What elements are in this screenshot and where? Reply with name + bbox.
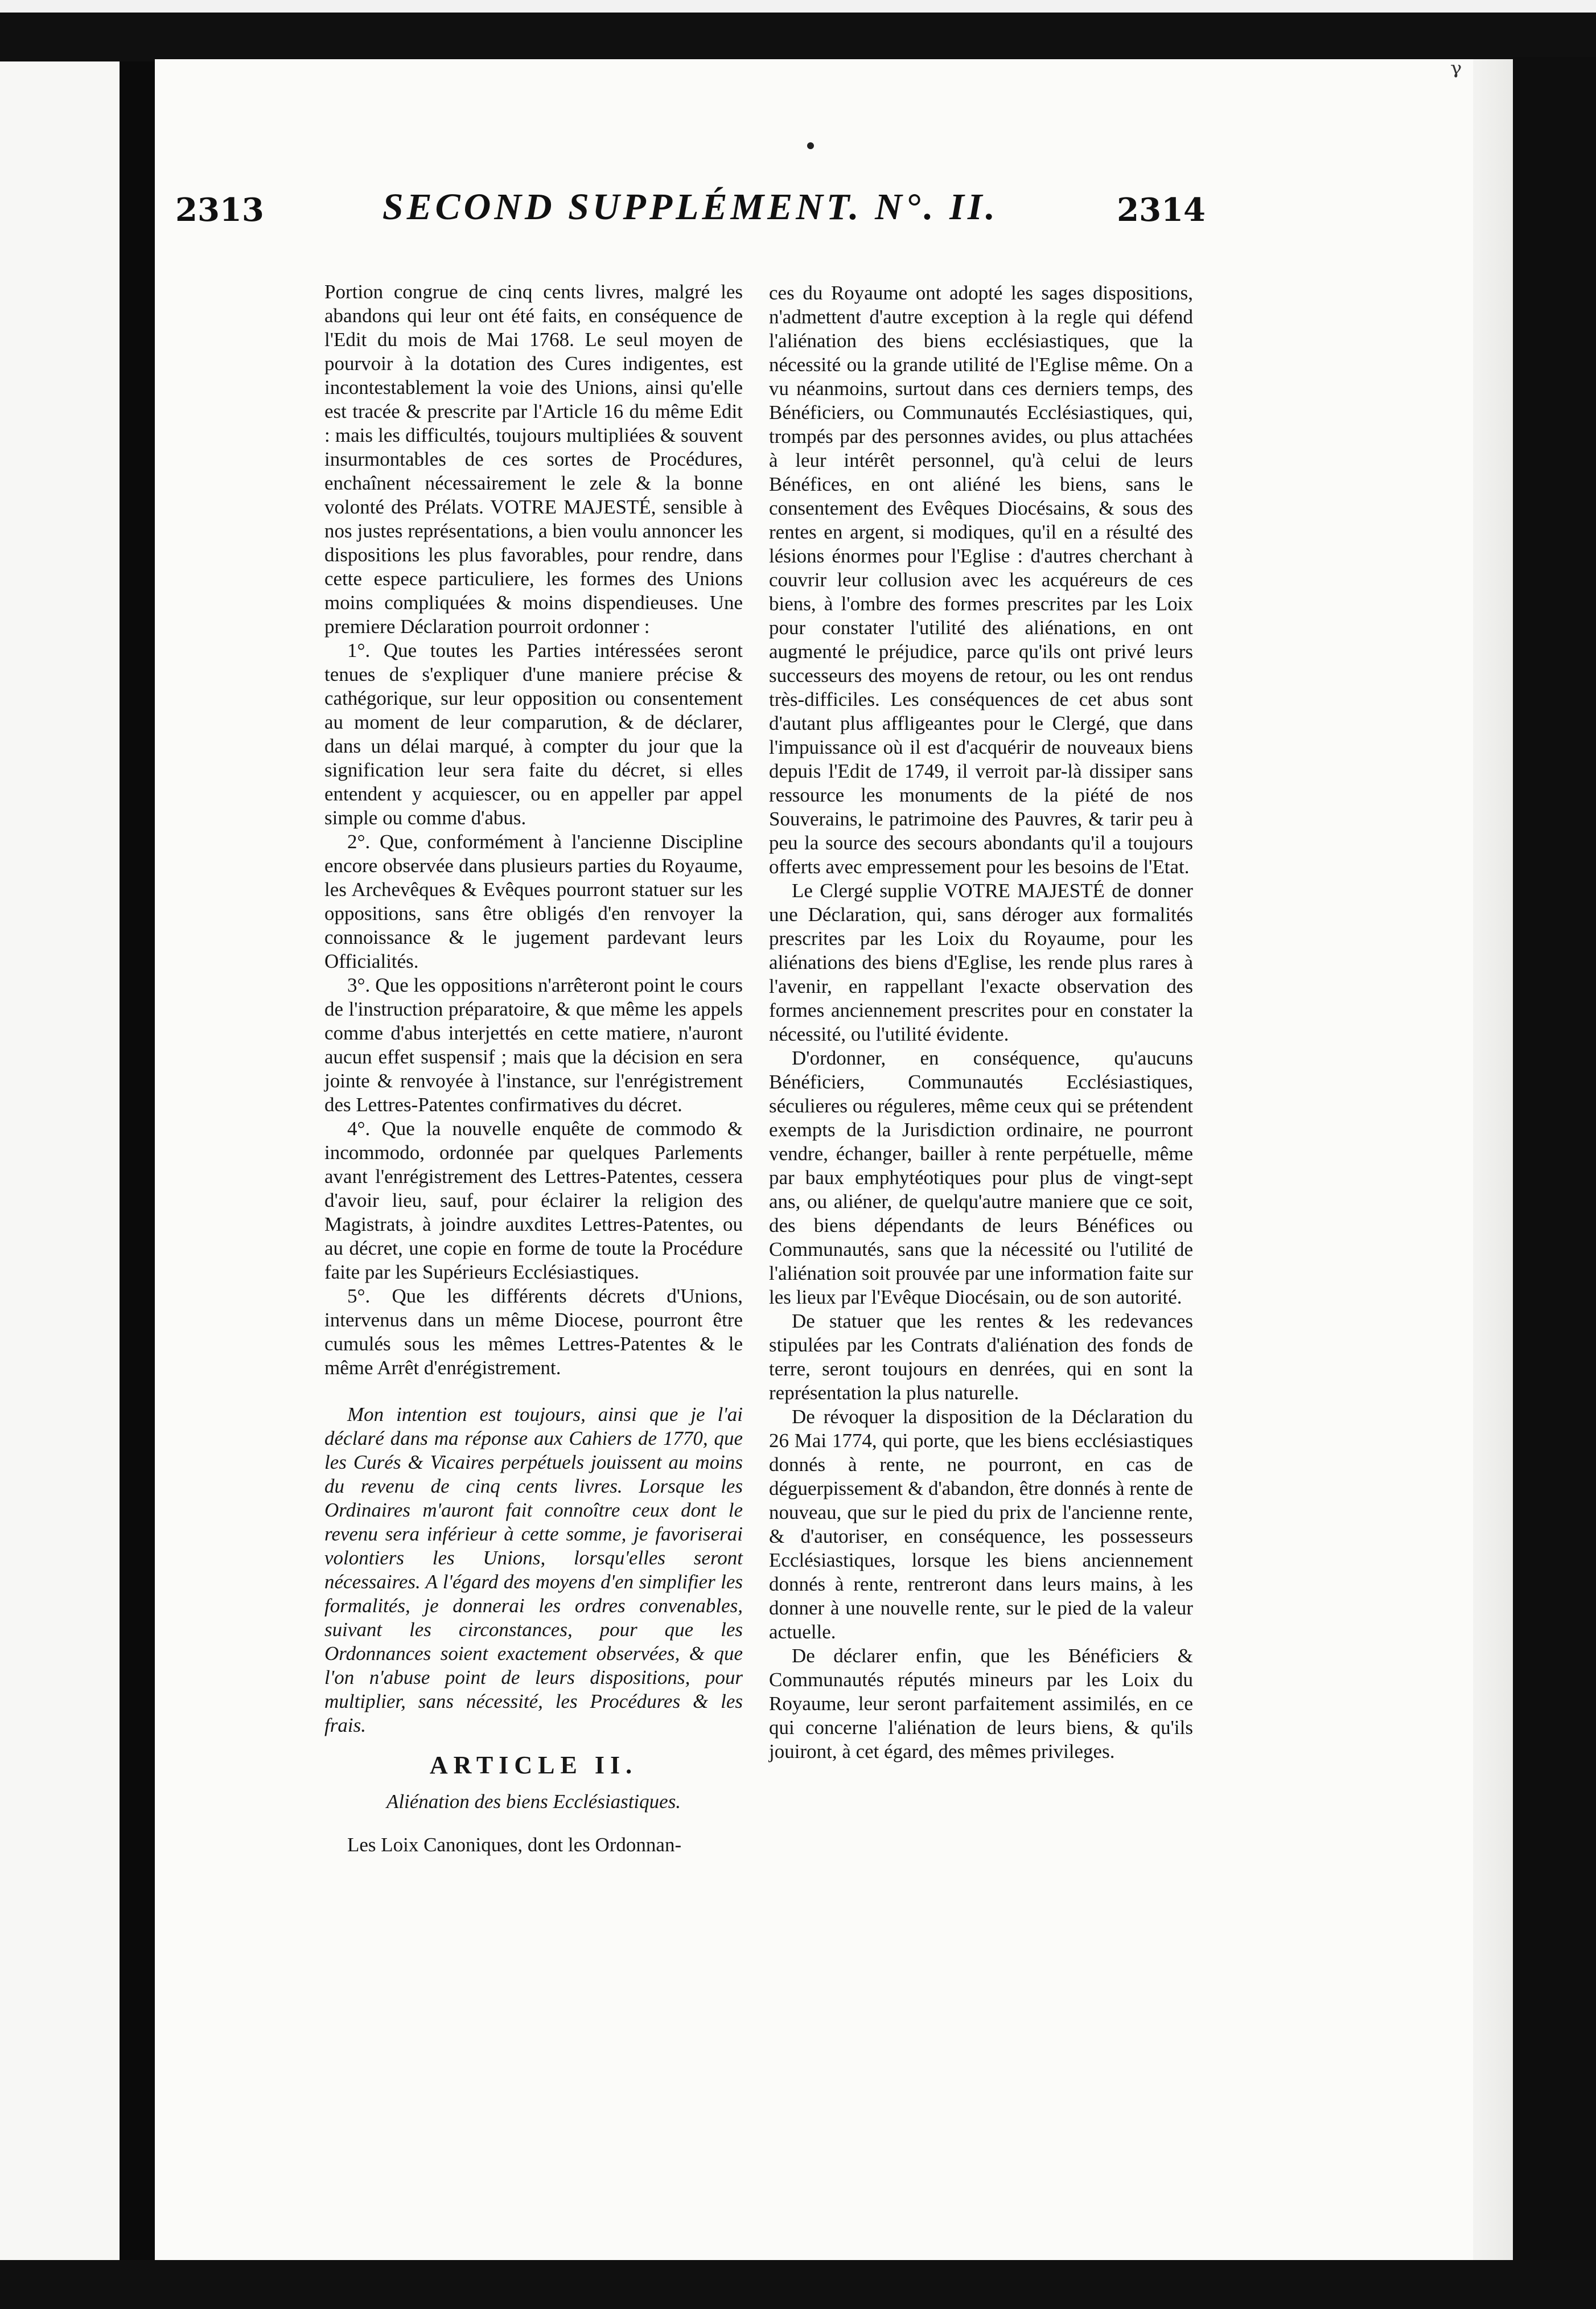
paragraph-dotation: Portion congrue de cinq cents livres, malgré les abandons qui leur ont été faits, en conséquence de l'Edit du mois de Mai 1768. Le seul moyen de pourvoir à la dotation des Cures indigentes, est incontestablement la voie des Unions, ainsi qu'elle est tracée & prescrite par l'Article 16 du même Edit : mais les difficultés, toujours multipliées & souvent insurmontables de ces sortes de Procédures, enchaînent nécessairement le zele & la bonne volonté des Prélats. VOTRE MAJESTÉ, sensible à nos justes représentations, a bien voulu annoncer les dispositions les plus favorables, pour rendre, dans cette espece particuliere, les formes des Unions moins compliquées & moins dispendieuses. Une premiere Déclaration pourroit ordonner : [324,281,743,638]
page-number-left: 2313 [175,191,264,229]
article-point-5: 5°. Que les différents décrets d'Unions, intervenus dans un même Diocese, pourront être cumulés sous les mêmes Lettres-Patentes & le même Arrêt d'enrégistrement. [324,1285,743,1379]
book-gutter [120,61,155,2260]
running-title: SECOND SUPPLÉMENT. N°. II. [382,186,999,228]
royal-reply: Mon intention est toujours, ainsi que je l'ai déclaré dans ma réponse aux Cahiers de 1770, que les Curés & Vicaires perpétuels jouissent au moins du revenu de cinq cents livres. Lorsque les Ordinaires m'auront fait connoître ceux dont le revenu sera inférieur à cette somme, je favoriserai volontiers les Unions, lorsqu'elles seront nécessaires. A l'égard des moyens d'en simplifier les formalités, je donnerai les ordres convenables, suivant les circonstances, pour que les Ordonnances soient exactement observées, & que l'on n'abuse point de leurs dispositions, pour multiplier, sans nécessité, les Procédures & les frais. [324,1403,743,1736]
article-opening-line: Les Loix Canoniques, dont les Ordonnan- [347,1834,682,1856]
page-fold-shadow [1473,59,1513,2260]
paragraph-ordonner: D'ordonner, en conséquence, qu'aucuns Bénéficiers, Communautés Ecclésiastiques, séculieres ou réguleres, même ceux qui se prétendent exempts de la Jurisdiction ordinaire, ne pourront vendre, échanger, bailler à rente perpétuelle, même par baux emphytéotiques pour plus de vingt-sept ans, ou aliéner, de quelqu'autre maniere que ce soit, des biens dépendants de leurs Bénéfices ou Communautés, sans que la nécessité ou l'utilité de l'aliénation soit prouvée par une information faite sur les lieux par l'Evêque Diocésain, ou de son autorité. [769,1047,1193,1308]
article-point-4: 4°. Que la nouvelle enquête de commodo & incommodo, ordonnée par quelques Parlements avant l'enrégistrement des Lettres-Patentes, cessera d'avoir lieu, sauf, pour éclairer la religion des Magistrats, à joindre auxdites Lettres-Patentes, ou au décret, une copie en forme de toute la Procédure faite par les Supérieurs Ecclésiastiques. [324,1117,743,1283]
paragraph-gap [324,1380,743,1403]
facing-page-edge [0,61,120,2260]
page-header [175,186,1206,231]
page-corner-curl-icon: ᵞ [1450,56,1462,92]
paragraph-declarer: De déclarer enfin, que les Bénéficiers & Communautés réputés mineurs par les Loix du Royaume, leur seront parfaitement assimilés, en ce qui concerne l'aliénation de leurs biens, & qu'ils jouiront, à cet égard, des mêmes privileges. [769,1645,1193,1762]
paragraph-clerge-supplie: Le Clergé supplie VOTRE MAJESTÉ de donner une Déclaration, qui, sans déroger aux formalités prescrites par les Loix du Royaume, pour les aliénations des biens d'Eglise, les rende plus rares à l'avenir, en rappellant l'exacte observation des formes anciennement prescrites pour en constater la nécessité, ou l'utilité évidente. [769,880,1193,1045]
left-text-column [324,280,743,1857]
paragraph-alienation: ces du Royaume ont adopté les sages dispositions, n'admettent d'autre exception à la regle qui défend l'aliénation des biens ecclésiastiques, que la nécessité ou la grande utilité de l'Eglise même. On a vu néanmoins, surtout dans ces derniers temps, des Bénéficiers, ou Communautés Ecclésiastiques, qui, trompés par des personnes avides, ou plus attachées à leur intérêt personnel, qu'à celui de leurs Bénéfices, en ont aliéné les biens, sans le consentement des Evêques Diocésains, & sous des rentes en argent, si modiques, qu'il en a résulté des lésions énormes pour l'Eglise : d'autres cherchant à couvrir leur collusion avec les acquéreurs de ces biens, à l'ombre des formes prescrites par les Loix pour constater l'utilité des aliénations, en ont augmenté le préjudice, parce qu'ils ont privé leurs successeurs des moyens de retour, ou les ont rendus très-difficiles. Les conséquences de cet abus sont d'autant plus affligeantes pour le Clergé, que dans l'impuissance où il est d'acquérir de nouveaux biens depuis l'Edit de 1749, il verroit par-là dissiper sans ressource les monuments de la piété de nos Souverains, le patrimoine des Pauvres, & tarir peu à peu la source des secours abondants qu'il a toujours offerts avec empressement pour les besoins de l'Etat. [769,282,1193,878]
scan-right-border [1513,57,1596,2260]
scan-top-strip [0,0,1596,13]
article-point-3: 3°. Que les oppositions n'arrêteront point le cours de l'instruction préparatoire, & que même les appels comme d'abus interjettés en cette matiere, n'auront aucun effet suspensif ; mais que la décision en sera jointe & renvoyée à l'instance, sur l'enrégistrement des Lettres-Patentes confirmatives du décret. [324,974,743,1116]
ink-speck [807,142,814,149]
page-number-right: 2314 [1117,191,1206,229]
paragraph-statuer: De statuer que les rentes & les redevances stipulées par les Contrats d'aliénation des fonds de terre, seront toujours en denrées, qui en sont la représentation la plus naturelle. [769,1310,1193,1404]
article-subtitle: Aliénation des biens Ecclésiastiques. [386,1790,681,1813]
article-point-1: 1°. Que toutes les Parties intéressées seront tenues de s'expliquer d'une maniere précise & cathégorique, sur leur opposition ou consentement au moment de leur comparution, & de déclarer, dans un délai marqué, à compter du jour que la signification leur sera faite du décret, si elles entendent y acquiescer, ou en appeller par appel simple ou comme d'abus. [324,639,743,829]
article-heading: ARTICLE II. [429,1751,638,1779]
paragraph-revoquer: De révoquer la disposition de la Déclaration du 26 Mai 1774, qui porte, que les biens ecclésiastiques donnés à rente, ne pourront, en cas de déguerpissement & d'abandon, être donnés à rente de nouveau, que sur le pied du prix de l'ancienne rente, & d'autoriser, en conséquence, les possesseurs Ecclésiastiques, lorsque les biens anciennement donnés à rente, rentreront dans leurs mains, à les donner à une nouvelle rente, sur le pied de la valeur actuelle. [769,1406,1193,1643]
article-point-2: 2°. Que, conformément à l'ancienne Discipline encore observée dans plusieurs parties du Royaume, les Archevêques & Evêques pourront statuer sur les oppositions, sans être obligés d'en renvoyer la connoissance & le jugement pardevant leurs Officialités. [324,831,743,972]
right-text-column [769,281,1193,1764]
